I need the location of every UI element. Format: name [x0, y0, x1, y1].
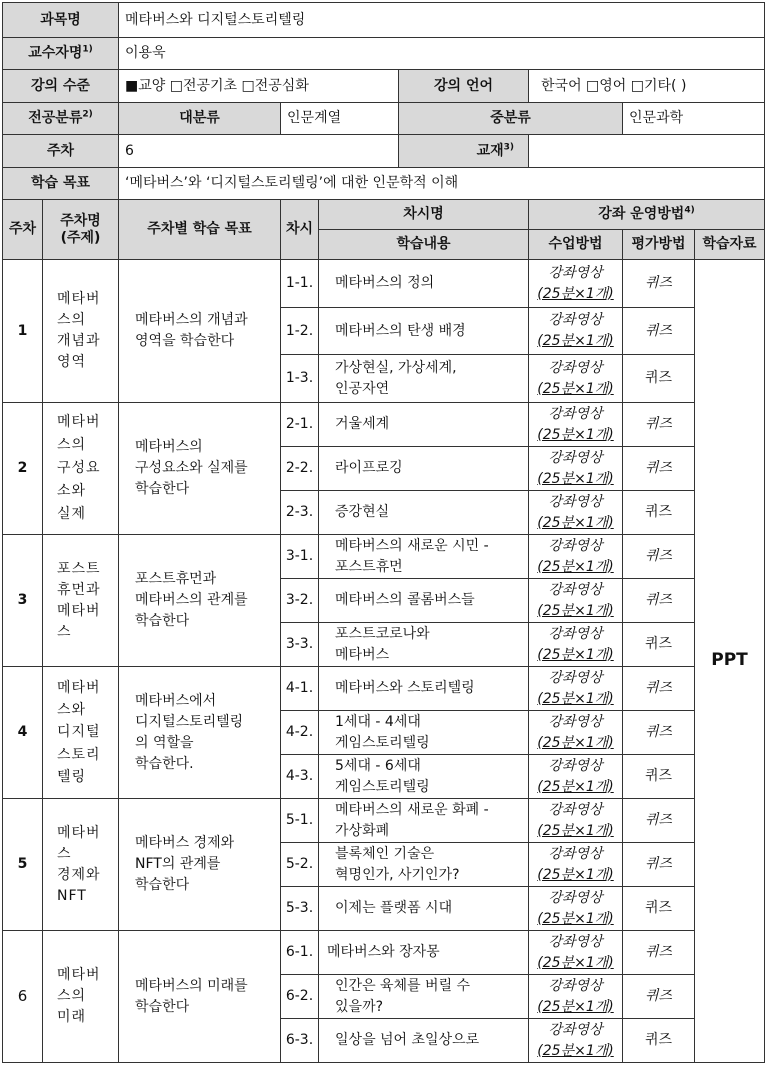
method-line2: (25분×1개): [537, 778, 614, 795]
goal-line: 메타버스의 관계를: [135, 592, 248, 608]
content-line: 인공자연: [335, 380, 390, 397]
method-line2: (25분×1개): [537, 514, 614, 531]
eval-cell: 퀴즈: [623, 711, 695, 755]
method-line2: (25분×1개): [537, 380, 614, 397]
method-cell: [529, 711, 623, 755]
week-number: 6: [3, 931, 43, 1063]
method-cell: [529, 535, 623, 579]
professor-value: 이용욱: [119, 38, 765, 70]
method-cell: [529, 403, 623, 447]
method-cell: [529, 491, 623, 535]
unit-line: 개념과: [57, 333, 101, 349]
method-line2: (25분×1개): [537, 734, 614, 751]
col-eval: 평가방법: [623, 230, 695, 260]
lang-label: 강의 언어: [399, 70, 529, 103]
method-line1: 강좌영상: [548, 449, 603, 466]
session-number: 5-1.: [281, 799, 319, 843]
col-material: 학습자료: [695, 230, 765, 260]
method-line1: 강좌영상: [548, 264, 603, 281]
unit-line: 스와: [57, 701, 87, 718]
unit-line: 메타버: [57, 824, 101, 841]
goal-line: 구성요소와 실제를: [135, 460, 248, 476]
session-content: [319, 623, 529, 667]
unit-line: 스의: [57, 312, 87, 328]
col-operation-footnote: 4): [684, 205, 695, 216]
session-content: 일상을 넘어 초일상으로: [319, 1019, 529, 1063]
method-cell: [529, 931, 623, 975]
method-line2: (25분×1개): [537, 866, 614, 883]
session-number: 1-2.: [281, 308, 319, 355]
method-cell: [529, 887, 623, 931]
eval-cell: 퀴즈: [623, 535, 695, 579]
objective-value: ‘메타버스’와 ‘디지털스토리텔링’에 대한 인문학적 이해: [119, 168, 765, 200]
session-content: 이제는 플랫폼 시대: [319, 887, 529, 931]
session-number: 2-3.: [281, 491, 319, 535]
weeks-row: [3, 135, 765, 168]
column-header-row-1: [3, 200, 765, 230]
goal-line: 메타버스의 개념과: [135, 312, 248, 328]
session-number: 4-2.: [281, 711, 319, 755]
content-line: 있을까?: [335, 998, 384, 1015]
eval-cell: 퀴즈: [623, 799, 695, 843]
eval-cell: 퀴즈: [623, 260, 695, 308]
major-mid-label: 중분류: [399, 103, 623, 135]
method-line1: 강좌영상: [548, 405, 603, 422]
goal-line: 영역을 학습한다: [135, 333, 235, 349]
method-cell: [529, 579, 623, 623]
professor-row: [3, 38, 765, 70]
method-cell: [529, 975, 623, 1019]
method-cell: [529, 667, 623, 711]
eval-cell: 퀴즈: [623, 447, 695, 491]
method-line2: (25분×1개): [537, 646, 614, 663]
session-number: 1-3.: [281, 355, 319, 403]
method-cell: [529, 623, 623, 667]
textbook-label: [399, 135, 529, 168]
method-line1: 강좌영상: [548, 889, 603, 906]
method-line1: 강좌영상: [548, 801, 603, 818]
eval-cell: 퀴즈: [623, 1019, 695, 1063]
col-operation-text: 강좌 운영방법: [598, 206, 685, 222]
week-goal: [119, 260, 281, 403]
session-number: 6-3.: [281, 1019, 319, 1063]
session-content: [319, 535, 529, 579]
col-session-name: 차시명: [319, 200, 529, 230]
major-mid-value: 인문과학: [623, 103, 765, 135]
week-unit-name: [43, 667, 119, 799]
session-content: [319, 711, 529, 755]
week-unit-name: [43, 403, 119, 535]
unit-line: 디지털: [57, 724, 101, 741]
content-line: 메타버스의 새로운 시민 -: [335, 537, 489, 554]
level-row: [3, 70, 765, 103]
method-line1: 강좌영상: [548, 845, 603, 862]
week-number: 2: [3, 403, 43, 535]
session-content: [319, 355, 529, 403]
unit-line: 메타버: [57, 291, 101, 307]
week-unit-name: [43, 535, 119, 667]
method-line2: (25분×1개): [537, 558, 614, 575]
goal-line: 메타버스에서: [135, 692, 217, 709]
goal-line: 디지털스토리텔링: [135, 713, 244, 730]
content-line: 5세대 - 6세대: [335, 757, 421, 774]
method-line1: 강좌영상: [548, 933, 603, 950]
session-content: 메타버스의 정의: [319, 260, 529, 308]
col-session: 차시: [281, 200, 319, 260]
unit-line: 스토리: [57, 746, 101, 763]
session-content: [319, 975, 529, 1019]
major-label-text: 전공분류: [28, 110, 83, 126]
unit-line: 스: [57, 623, 72, 640]
goal-line: 포스트휴먼과: [135, 571, 217, 587]
goal-line: 학습한다: [135, 481, 190, 497]
method-line2: (25분×1개): [537, 910, 614, 927]
method-cell: [529, 1019, 623, 1063]
col-operation: [529, 200, 765, 230]
unit-line: 경제와: [57, 866, 101, 883]
unit-line: 영역: [57, 354, 87, 370]
method-line1: 강좌영상: [548, 1021, 603, 1038]
method-line1: 강좌영상: [548, 359, 603, 376]
session-row: [3, 403, 765, 447]
material-cell: PPT: [695, 260, 765, 1063]
eval-cell: 퀴즈: [623, 975, 695, 1019]
goal-line: 메타버스의 미래를: [135, 977, 248, 994]
method-line2: (25분×1개): [537, 1042, 614, 1059]
content-line: 메타버스의 새로운 화폐 -: [335, 801, 489, 818]
unit-line: 휴먼과: [57, 581, 101, 598]
content-line: 포스트코로나와: [335, 625, 430, 642]
method-cell: [529, 260, 623, 308]
unit-line: 메타버: [57, 602, 101, 619]
col-unit-name: [43, 200, 119, 260]
session-number: 4-3.: [281, 755, 319, 799]
textbook-value: [529, 135, 765, 168]
session-number: 2-2.: [281, 447, 319, 491]
goal-line: 학습한다: [135, 998, 190, 1015]
eval-cell: 퀴즈: [623, 623, 695, 667]
method-cell: [529, 755, 623, 799]
weeks-label: 주차: [3, 135, 119, 168]
session-content: [319, 843, 529, 887]
week-number: 1: [3, 260, 43, 403]
method-line2: (25분×1개): [537, 954, 614, 971]
method-line2: (25분×1개): [537, 602, 614, 619]
col-goal: 주차별 학습 목표: [119, 200, 281, 260]
eval-cell: 퀴즈: [623, 843, 695, 887]
syllabus-table: [2, 2, 765, 1063]
col-week: 주차: [3, 200, 43, 260]
method-cell: [529, 308, 623, 355]
week-unit-name: [43, 931, 119, 1063]
session-content: 메타버스의 탄생 배경: [319, 308, 529, 355]
major-row: [3, 103, 765, 135]
content-line: 포스트휴먼: [335, 558, 403, 575]
session-content: 거울세계: [319, 403, 529, 447]
objective-label: 학습 목표: [3, 168, 119, 200]
goal-line: 학습한다.: [135, 755, 194, 772]
session-row: [3, 799, 765, 843]
method-line1: 강좌영상: [548, 493, 603, 510]
session-number: 6-2.: [281, 975, 319, 1019]
session-content: 메타버스와 장자몽: [319, 931, 529, 975]
eval-cell: 퀴즈: [623, 403, 695, 447]
unit-line: 메타버: [57, 967, 101, 983]
week-goal: [119, 931, 281, 1063]
course-name-value: 메타버스와 디지털스토리텔링: [119, 3, 765, 38]
method-line2: (25분×1개): [537, 998, 614, 1015]
method-line2: (25분×1개): [537, 690, 614, 707]
eval-cell: 퀴즈: [623, 491, 695, 535]
week-number: 4: [3, 667, 43, 799]
content-line: 혁명인가, 사기인가?: [335, 866, 460, 883]
unit-line: 스의: [57, 988, 87, 1004]
week-goal: [119, 535, 281, 667]
major-label: [3, 103, 119, 135]
method-line1: 강좌영상: [548, 625, 603, 642]
session-content: 증강현실: [319, 491, 529, 535]
eval-cell: 퀴즈: [623, 308, 695, 355]
method-line1: 강좌영상: [548, 757, 603, 774]
week-goal: [119, 667, 281, 799]
col-method: 수업방법: [529, 230, 623, 260]
goal-line: 메타버스의: [135, 439, 203, 455]
unit-line: 미래: [57, 1009, 87, 1025]
content-line: 게임스토리텔링: [335, 734, 430, 751]
eval-cell: 퀴즈: [623, 931, 695, 975]
eval-cell: 퀴즈: [623, 755, 695, 799]
method-line1: 강좌영상: [548, 977, 603, 994]
col-content: 학습내용: [319, 230, 529, 260]
session-row: [3, 931, 765, 975]
session-content: [319, 799, 529, 843]
goal-line: 메타버스 경제와: [135, 835, 235, 851]
session-content: 라이프로깅: [319, 447, 529, 491]
textbook-label-text: 교재: [476, 142, 504, 159]
course-name-row: [3, 3, 765, 38]
method-line1: 강좌영상: [548, 581, 603, 598]
week-goal: [119, 799, 281, 931]
content-line: 가상화폐: [335, 822, 390, 839]
professor-footnote: 1): [82, 44, 93, 55]
week-unit-name: [43, 799, 119, 931]
method-cell: [529, 447, 623, 491]
session-content: 메타버스의 콜롬버스들: [319, 579, 529, 623]
method-cell: [529, 799, 623, 843]
eval-cell: 퀴즈: [623, 355, 695, 403]
objective-row: [3, 168, 765, 200]
professor-label: [3, 38, 119, 70]
session-content: 메타버스와 스토리텔링: [319, 667, 529, 711]
session-number: 4-1.: [281, 667, 319, 711]
major-big-label: 대분류: [119, 103, 281, 135]
eval-cell: 퀴즈: [623, 887, 695, 931]
unit-line: 포스트: [57, 560, 101, 577]
method-line2: (25분×1개): [537, 470, 614, 487]
method-cell: [529, 843, 623, 887]
session-number: 3-3.: [281, 623, 319, 667]
content-line: 가상현실, 가상세계,: [335, 359, 457, 376]
goal-line: 학습한다: [135, 877, 190, 893]
goal-line: 학습한다: [135, 613, 190, 629]
session-number: 6-1.: [281, 931, 319, 975]
level-options: ■교양 □전공기초 □전공심화: [119, 70, 399, 103]
unit-line: 메타버: [57, 413, 101, 430]
content-line: 블록체인 기술은: [335, 845, 435, 862]
session-row: [3, 535, 765, 579]
session-number: 3-2.: [281, 579, 319, 623]
week-unit-name: [43, 260, 119, 403]
method-line2: (25분×1개): [537, 822, 614, 839]
method-line1: 강좌영상: [548, 669, 603, 686]
unit-line: 스: [57, 845, 72, 862]
unit-line: 메타버: [57, 679, 101, 696]
method-line1: 강좌영상: [548, 312, 603, 328]
eval-cell: 퀴즈: [623, 579, 695, 623]
goal-line: 의 역할을: [135, 734, 194, 751]
method-line2: (25분×1개): [537, 285, 614, 302]
session-number: 3-1.: [281, 535, 319, 579]
session-number: 1-1.: [281, 260, 319, 308]
col-unit-name-line1: 주차명: [60, 213, 101, 230]
unit-line: 스의: [57, 436, 87, 453]
content-line: 메타버스: [335, 646, 390, 663]
unit-line: 소와: [57, 483, 87, 500]
week-number: 5: [3, 799, 43, 931]
level-label: 강의 수준: [3, 70, 119, 103]
weeks-value: 6: [119, 135, 399, 168]
major-footnote: 2): [82, 109, 93, 120]
unit-line: 텔링: [57, 769, 87, 786]
method-line1: 강좌영상: [548, 713, 603, 730]
session-row: [3, 667, 765, 711]
unit-line: 구성요: [57, 459, 101, 476]
professor-label-text: 교수자명: [28, 45, 83, 61]
method-cell: [529, 355, 623, 403]
session-row: [3, 260, 765, 308]
session-number: 5-3.: [281, 887, 319, 931]
content-line: 게임스토리텔링: [335, 778, 430, 795]
week-goal: [119, 403, 281, 535]
method-line2: (25분×1개): [537, 426, 614, 443]
major-big-value: 인문계열: [281, 103, 399, 135]
eval-cell: 퀴즈: [623, 667, 695, 711]
unit-line: 실제: [57, 506, 87, 523]
course-name-label: 과목명: [3, 3, 119, 38]
content-line: 1세대 - 4세대: [335, 713, 421, 730]
goal-line: NFT의 관계를: [135, 856, 221, 872]
textbook-footnote: 3): [503, 141, 515, 152]
method-line2: (25분×1개): [537, 333, 614, 349]
session-content: [319, 755, 529, 799]
lang-options: 한국어 □영어 □기타( ): [529, 70, 765, 103]
method-line1: 강좌영상: [548, 537, 603, 554]
content-line: 인간은 육체를 버릴 수: [335, 977, 471, 994]
unit-line: NFT: [57, 887, 87, 904]
session-number: 5-2.: [281, 843, 319, 887]
week-number: 3: [3, 535, 43, 667]
session-number: 2-1.: [281, 403, 319, 447]
col-unit-name-line2: (주제): [60, 229, 101, 246]
